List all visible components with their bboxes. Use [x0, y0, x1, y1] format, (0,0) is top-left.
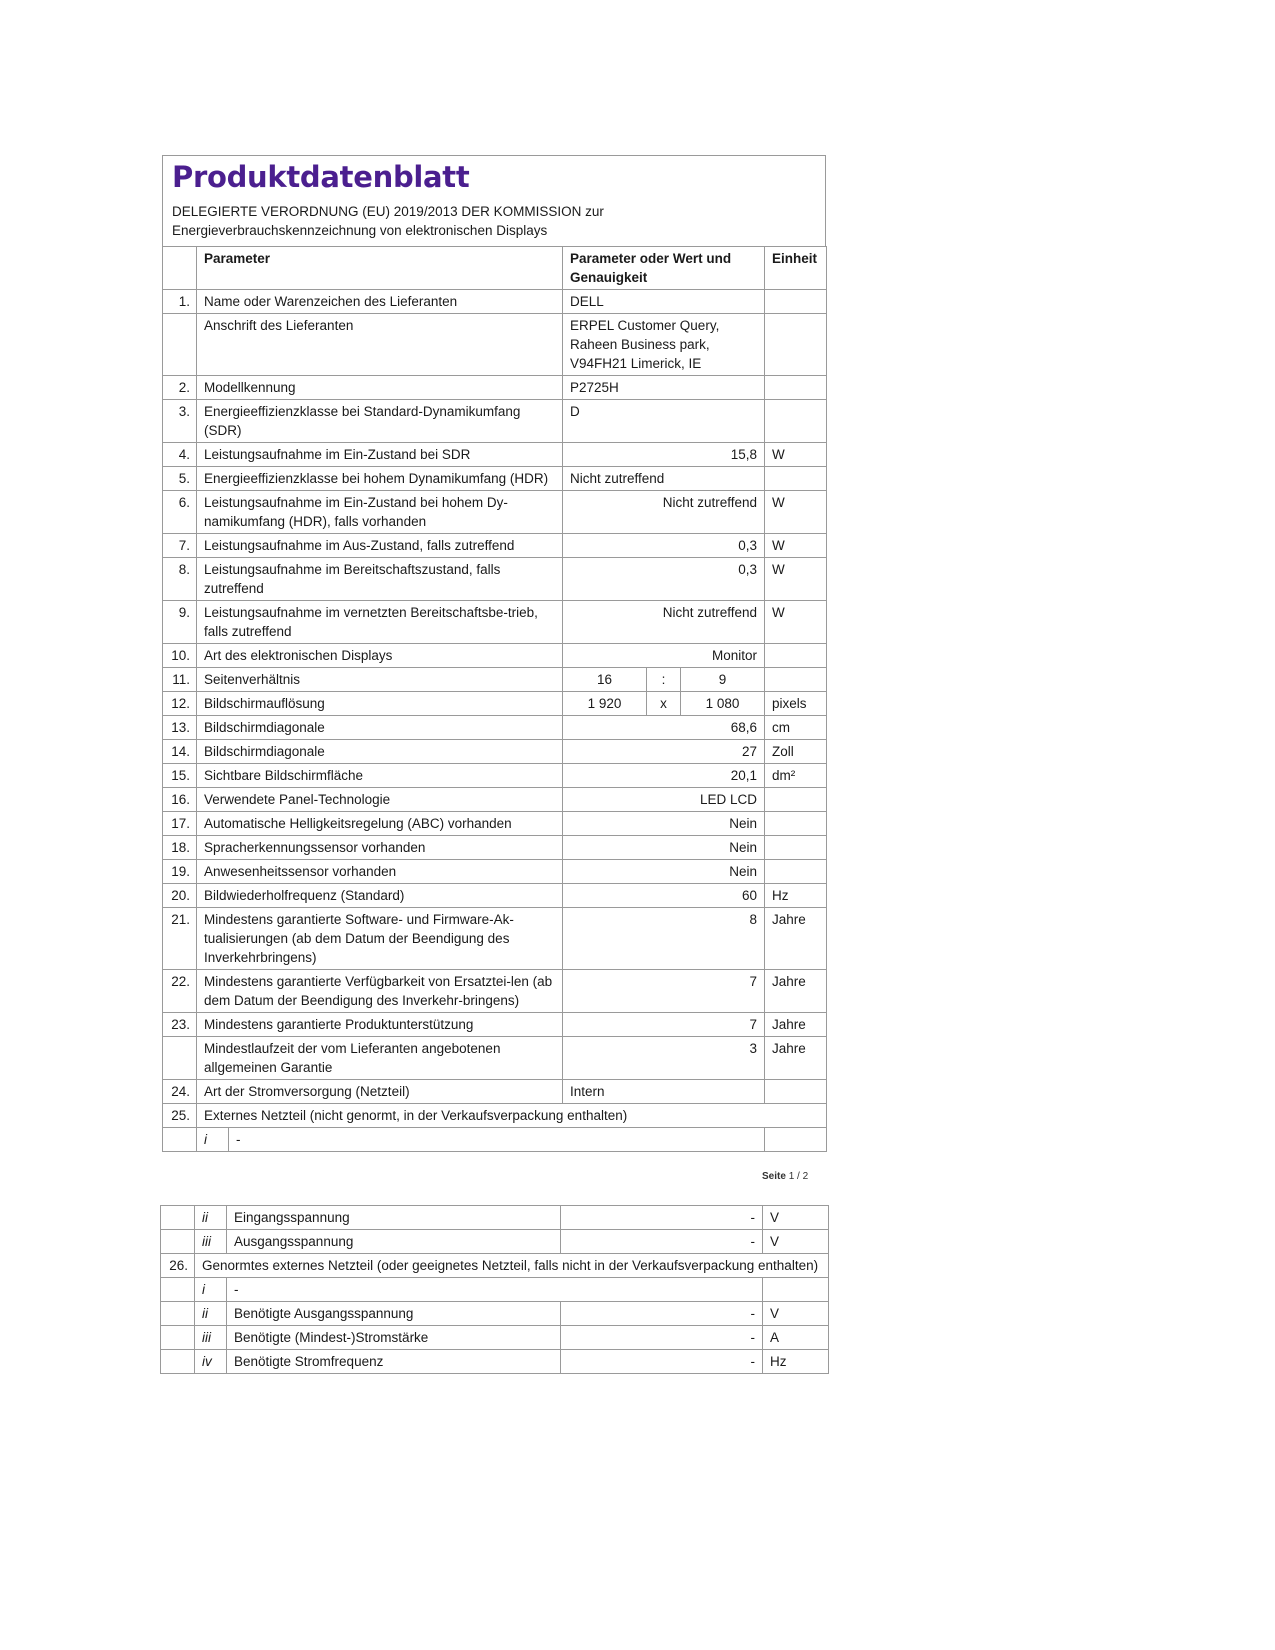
unit-value: dm² [765, 764, 827, 788]
table-row [163, 788, 827, 812]
row-number-empty [161, 1350, 195, 1374]
row-number [163, 1037, 197, 1080]
row-number: 26. [161, 1254, 195, 1278]
table-row [163, 908, 827, 970]
parameter-value: - [561, 1326, 763, 1350]
row-number-empty [161, 1206, 195, 1230]
sub-index: ii [195, 1302, 227, 1326]
unit-value [765, 1080, 827, 1104]
page-title: Produktdatenblatt [172, 160, 470, 194]
parameter-value: Nein [563, 836, 765, 860]
table-row [163, 400, 827, 443]
unit-value: W [765, 491, 827, 534]
row-number-empty [161, 1326, 195, 1350]
value-separator: x [647, 692, 681, 716]
sub-index: iii [195, 1230, 227, 1254]
parameter-name: Sichtbare Bildschirmfläche [197, 764, 563, 788]
parameter-column-header: Parameter [197, 247, 563, 290]
parameter-name: Benötigte Stromfrequenz [227, 1350, 561, 1374]
row-number: 22. [163, 970, 197, 1013]
table-row [163, 376, 827, 400]
row-number: 6. [163, 491, 197, 534]
unit-value: W [765, 443, 827, 467]
parameter-name: Automatische Helligkeitsregelung (ABC) vorhanden [197, 812, 563, 836]
parameter-value: Nicht zutreffend [563, 601, 765, 644]
parameter-name: Mindestens garantierte Produktunterstützung [197, 1013, 563, 1037]
unit-value: Hz [763, 1350, 829, 1374]
parameter-value: Nein [563, 812, 765, 836]
row-number-empty [161, 1230, 195, 1254]
table-row [163, 860, 827, 884]
parameter-value: ERPEL Customer Query, Raheen Business park, V94FH21 Limerick, IE [563, 314, 765, 376]
parameter-name: Art des elektronischen Displays [197, 644, 563, 668]
row-number: 24. [163, 1080, 197, 1104]
table-row [163, 716, 827, 740]
parameter-table [162, 246, 827, 1152]
unit-value: W [765, 534, 827, 558]
parameter-name: Seitenverhältnis [197, 668, 563, 692]
parameter-value: DELL [563, 290, 765, 314]
parameter-name: Energieeffizienzklasse bei hohem Dynamikumfang (HDR) [197, 467, 563, 491]
unit-value [765, 467, 827, 491]
row-number: 4. [163, 443, 197, 467]
unit-value: V [763, 1230, 829, 1254]
datasheet-page-2 [160, 1205, 828, 1374]
table-row [163, 534, 827, 558]
page-number: 1 / 2 [788, 1171, 809, 1182]
parameter-name: Anschrift des Lieferanten [197, 314, 563, 376]
row-number-empty [161, 1278, 195, 1302]
parameter-name: Mindestens garantierte Verfügbarkeit von Ersatztei-len (ab dem Datum der Beendigung des Inverkehr-bringens) [197, 970, 563, 1013]
parameter-value: D [563, 400, 765, 443]
unit-value: A [763, 1326, 829, 1350]
table-row [163, 740, 827, 764]
table-row [163, 812, 827, 836]
table-row [163, 668, 827, 692]
sheet-header [162, 155, 826, 246]
parameter-value: 68,6 [563, 716, 765, 740]
parameter-name: Bildschirmdiagonale [197, 716, 563, 740]
parameter-value: Nein [563, 860, 765, 884]
sub-index: i [197, 1128, 229, 1152]
regulation-line-1: DELEGIERTE VERORDNUNG (EU) 2019/2013 DER KOMMISSION zur [172, 204, 604, 219]
row-number: 25. [163, 1104, 197, 1128]
parameter-value: 0,3 [563, 534, 765, 558]
unit-value: Jahre [765, 970, 827, 1013]
parameter-name: Leistungsaufnahme im vernetzten Bereitschaftsbe-trieb, falls zutreffend [197, 601, 563, 644]
parameter-value: 8 [563, 908, 765, 970]
unit-value: Hz [765, 884, 827, 908]
sub-row [161, 1350, 829, 1374]
unit-value: Jahre [765, 908, 827, 970]
parameter-name: Energieeffizienzklasse bei Standard-Dynamikumfang (SDR) [197, 400, 563, 443]
table-row-26 [161, 1254, 829, 1278]
unit-column-header: Einheit [765, 247, 827, 290]
table-row [163, 836, 827, 860]
parameter-name: Leistungsaufnahme im Ein-Zustand bei hohem Dy-namikumfang (HDR), falls vorhanden [197, 491, 563, 534]
parameter-name: Leistungsaufnahme im Bereitschaftszustand, falls zutreffend [197, 558, 563, 601]
unit-value: V [763, 1302, 829, 1326]
unit-value [765, 376, 827, 400]
table-header-row [163, 247, 827, 290]
parameter-value: 7 [563, 1013, 765, 1037]
row-number: 21. [163, 908, 197, 970]
table-row [163, 491, 827, 534]
datasheet-page-1 [162, 155, 826, 1152]
sub-index: i [195, 1278, 227, 1302]
parameter-name: Leistungsaufnahme im Aus-Zustand, falls zutreffend [197, 534, 563, 558]
row-number-empty [161, 1302, 195, 1326]
value-part-2: 1 080 [681, 692, 765, 716]
row-number: 7. [163, 534, 197, 558]
number-column-header [163, 247, 197, 290]
table-row [163, 601, 827, 644]
unit-value [765, 644, 827, 668]
table-row [163, 1013, 827, 1037]
row-number: 23. [163, 1013, 197, 1037]
parameter-name: Mindestens garantierte Software- und Firmware-Ak-tualisierungen (ab dem Datum der Beendigung des Inverkehrbringens) [197, 908, 563, 970]
parameter-value: 20,1 [563, 764, 765, 788]
parameter-name: Leistungsaufnahme im Ein-Zustand bei SDR [197, 443, 563, 467]
parameter-value: Nicht zutreffend [563, 467, 765, 491]
unit-value: W [765, 558, 827, 601]
parameter-name: Spracherkennungssensor vorhanden [197, 836, 563, 860]
unit-value: W [765, 601, 827, 644]
row-number: 8. [163, 558, 197, 601]
row-number: 11. [163, 668, 197, 692]
sub-row [161, 1206, 829, 1230]
parameter-name: Bildwiederholfrequenz (Standard) [197, 884, 563, 908]
table-row [163, 1080, 827, 1104]
parameter-value: Nicht zutreffend [563, 491, 765, 534]
parameter-value: 7 [563, 970, 765, 1013]
row-number: 13. [163, 716, 197, 740]
table-row [163, 443, 827, 467]
row-number [163, 314, 197, 376]
row-number: 15. [163, 764, 197, 788]
table-row [163, 558, 827, 601]
value-part-2: 9 [681, 668, 765, 692]
table-row-26-i [161, 1278, 829, 1302]
unit-value [765, 788, 827, 812]
sub-row [161, 1326, 829, 1350]
unit-value [765, 836, 827, 860]
value-separator: : [647, 668, 681, 692]
unit-value: Zoll [765, 740, 827, 764]
parameter-name: Benötigte (Mindest-)Stromstärke [227, 1326, 561, 1350]
unit-value [765, 290, 827, 314]
row-number: 14. [163, 740, 197, 764]
row-number: 19. [163, 860, 197, 884]
parameter-value: - [561, 1350, 763, 1374]
unit-value [765, 314, 827, 376]
parameter-name: Eingangsspannung [227, 1206, 561, 1230]
table-row [163, 467, 827, 491]
sub-index: ii [195, 1206, 227, 1230]
unit-value: Jahre [765, 1037, 827, 1080]
parameter-name: Benötigte Ausgangsspannung [227, 1302, 561, 1326]
parameter-name: Verwendete Panel-Technologie [197, 788, 563, 812]
page-footer [762, 1171, 808, 1182]
unit-value [765, 1128, 827, 1152]
table-row [163, 314, 827, 376]
row-number: 2. [163, 376, 197, 400]
parameter-name: Externes Netzteil (nicht genormt, in der Verkaufsverpackung enthalten) [197, 1104, 827, 1128]
row-number: 20. [163, 884, 197, 908]
regulation-line-2: Energieverbrauchskennzeichnung von elektronischen Displays [172, 223, 548, 238]
unit-value: pixels [765, 692, 827, 716]
parameter-value: 15,8 [563, 443, 765, 467]
row-number: 10. [163, 644, 197, 668]
parameter-value: Intern [563, 1080, 765, 1104]
unit-value [765, 668, 827, 692]
parameter-name: Name oder Warenzeichen des Lieferanten [197, 290, 563, 314]
row-number: 1. [163, 290, 197, 314]
sub-index: iii [195, 1326, 227, 1350]
sub-value: - [227, 1278, 763, 1302]
sub-row [161, 1302, 829, 1326]
page-label: Seite [762, 1171, 786, 1182]
unit-value: cm [765, 716, 827, 740]
row-number: 12. [163, 692, 197, 716]
parameter-value: - [561, 1230, 763, 1254]
value-column-header: Parameter oder Wert und Genauigkeit [563, 247, 765, 290]
value-part-1: 16 [563, 668, 647, 692]
row-number: 9. [163, 601, 197, 644]
table-row [163, 1037, 827, 1080]
unit-value [765, 812, 827, 836]
parameter-name: Bildschirmdiagonale [197, 740, 563, 764]
parameter-value: 27 [563, 740, 765, 764]
parameter-value: - [561, 1206, 763, 1230]
unit-value: Jahre [765, 1013, 827, 1037]
parameter-value: LED LCD [563, 788, 765, 812]
unit-value: V [763, 1206, 829, 1230]
unit-value [763, 1278, 829, 1302]
row-number: 16. [163, 788, 197, 812]
parameter-name: Anwesenheitssensor vorhanden [197, 860, 563, 884]
parameter-name: Art der Stromversorgung (Netzteil) [197, 1080, 563, 1104]
parameter-value: 0,3 [563, 558, 765, 601]
unit-value [765, 860, 827, 884]
row-number: 3. [163, 400, 197, 443]
row-number: 17. [163, 812, 197, 836]
unit-value [765, 400, 827, 443]
parameter-name: Ausgangsspannung [227, 1230, 561, 1254]
row-number: 18. [163, 836, 197, 860]
table-row [163, 970, 827, 1013]
continuation-table [160, 1205, 829, 1374]
parameter-name: Genormtes externes Netzteil (oder geeignetes Netzteil, falls nicht in der Verkaufsverpackung enthalten) [195, 1254, 829, 1278]
table-row-25 [163, 1104, 827, 1128]
sub-row [161, 1230, 829, 1254]
value-part-1: 1 920 [563, 692, 647, 716]
parameter-name: Mindestlaufzeit der vom Lieferanten angebotenen allgemeinen Garantie [197, 1037, 563, 1080]
parameter-value: Monitor [563, 644, 765, 668]
parameter-value: 3 [563, 1037, 765, 1080]
parameter-value: P2725H [563, 376, 765, 400]
table-row [163, 692, 827, 716]
table-row-25-i [163, 1128, 827, 1152]
regulation-text [172, 202, 817, 240]
table-row [163, 764, 827, 788]
table-row [163, 290, 827, 314]
row-number-empty [163, 1128, 197, 1152]
parameter-value: 60 [563, 884, 765, 908]
table-row [163, 884, 827, 908]
sub-index: iv [195, 1350, 227, 1374]
parameter-name: Modellkennung [197, 376, 563, 400]
sub-value: - [229, 1128, 765, 1152]
table-row [163, 644, 827, 668]
row-number: 5. [163, 467, 197, 491]
parameter-name: Bildschirmauflösung [197, 692, 563, 716]
parameter-value: - [561, 1302, 763, 1326]
